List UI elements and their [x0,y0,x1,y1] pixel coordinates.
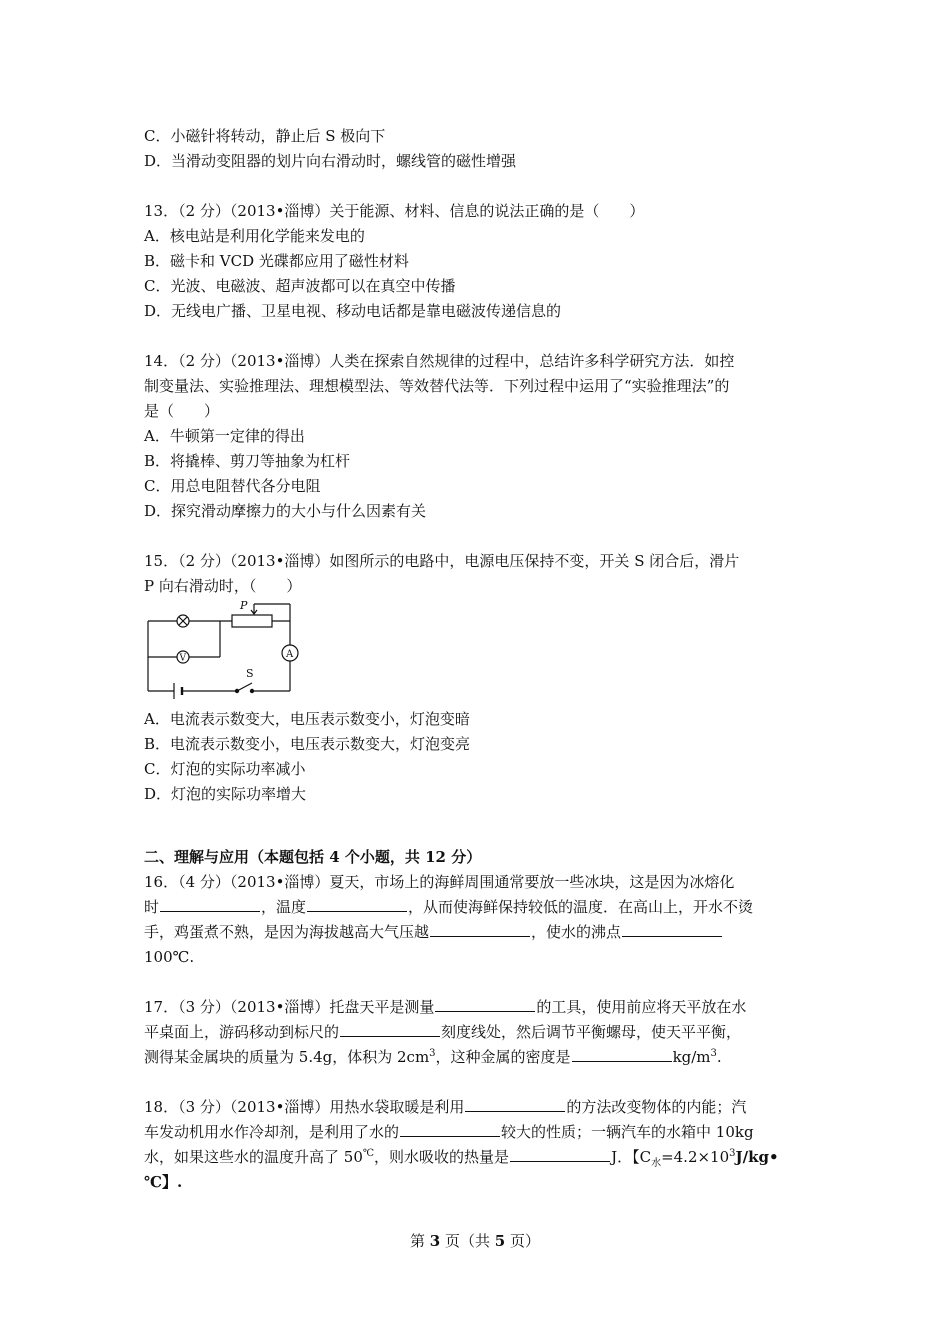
rheostat-icon [232,615,272,627]
q18-line1 [144,1095,824,1120]
q17-text: 刻度线处，然后调节平衡螺母，使天平平衡， [441,1023,742,1041]
slider-label: P [240,599,248,612]
q17-text: 测得某金属块的质量为 5.4g，体积为 2cm [144,1048,430,1066]
q17-line2 [144,1020,824,1045]
q16-line2 [144,895,824,920]
q14-option-b: B．将撬棒、剪刀等抽象为杠杆 [144,452,351,470]
q14-option-c: C．用总电阻替代各分电阻 [144,477,321,495]
q18-text: 18．（3 分）（2013•淄博）用热水袋取暖是利用 [144,1098,465,1116]
answer-blank[interactable] [340,1020,440,1037]
q13-option-b: B．磁卡和 VCD 光碟都应用了磁性材料 [144,252,409,270]
q17-line3 [144,1045,824,1070]
q18-text: ，则水吸收的热量是 [374,1148,510,1166]
q16-text: ，温度 [261,898,307,916]
q16-text: 手，鸡蛋煮不熟，是因为海拔越高大气压越 [144,923,430,941]
q17-text: 的工具，使用前应将天平放在水 [536,998,747,1016]
switch-contact [250,689,253,692]
q17-line1 [144,995,824,1020]
page-number: 3 [429,1232,441,1250]
answer-blank[interactable] [465,1095,565,1112]
q17-text: 17．（3 分）（2013•淄博）托盘天平是测量 [144,998,435,1016]
q14-stem-line1: 14．（2 分）（2013•淄博）人类在探索自然规律的过程中，总结许多科学研究方法．如控 [144,352,735,370]
circuit-diagram [144,599,324,699]
q15-option-a: A．电流表示数变大，电压表示数变小，灯泡变暗 [144,710,470,728]
footer-text: 页（共 [440,1232,495,1250]
answer-blank[interactable] [307,895,407,912]
q18-text: 较大的性质；一辆汽车的水箱中 10kg [501,1123,754,1141]
q16-text: ，使水的沸点 [531,923,622,941]
footer-text: 第 [410,1232,430,1250]
q14-stem-line3: 是（ ） [144,402,220,420]
q15-option-c: C．灯泡的实际功率减小 [144,760,306,778]
q17-superscript: 3 [429,1048,436,1059]
switch-lever [237,683,252,691]
q17-text: ，这种金属的密度是 [435,1048,571,1066]
answer-blank[interactable] [572,1045,672,1062]
q15-stem-line1: 15．（2 分）（2013•淄博）如图所示的电路中，电源电压保持不变，开关 S 闭合后，滑片 [144,552,740,570]
q18-text: 的方法改变物体的内能；汽 [566,1098,747,1116]
answer-blank[interactable] [510,1145,610,1162]
q15-option-b: B．电流表示数变小，电压表示数变大，灯泡变亮 [144,735,471,753]
q12-option-c: C．小磁针将转动，静止后 S 极向下 [144,127,386,145]
q14-stem-line2: 制变量法、实验推理法、理想模型法、等效替代法等．下列过程中运用了“实验推理法”的 [144,377,730,395]
section-title: 二、理解与应用（本题包括 4 个小题，共 12 分） [144,848,482,866]
q18-text: 水，如果这些水的温度升高了 50 [144,1148,363,1166]
q17-superscript: 3 [710,1048,717,1059]
q18-text: 车发动机用水作冷却剂，是利用了水的 [144,1123,400,1141]
q16-text: 时 [144,898,160,916]
q15-option-d: D．灯泡的实际功率增大 [144,785,307,803]
q18-line4: ℃】. [144,1173,183,1191]
footer-text: 页） [505,1232,540,1250]
q16-line1: 16．（4 分）（2013•淄博）夏天，市场上的海鲜周围通常要放一些冰块，这是因为冰熔化 [144,873,735,891]
answer-blank[interactable] [622,920,722,937]
q14-option-a: A．牛顿第一定律的得出 [144,427,305,445]
q15-stem-line2: P 向右滑动时，（ ） [144,577,302,595]
answer-blank[interactable] [435,995,535,1012]
answer-blank[interactable] [430,920,530,937]
q18-subscript: 水 [651,1158,662,1169]
q18-superscript: 3 [729,1148,736,1159]
answer-blank[interactable] [160,895,260,912]
switch-label: S [246,667,254,680]
q13-option-c: C．光波、电磁波、超声波都可以在真空中传播 [144,277,456,295]
q14-option-d: D．探究滑动摩擦力的大小与什么因素有关 [144,502,427,520]
voltmeter-label: V [179,653,186,664]
page-footer [0,1231,950,1251]
q17-text: 平桌面上，游码移动到标尺的 [144,1023,340,1041]
q18-text: J/kg• [735,1148,779,1166]
q16-line3 [144,920,824,945]
q17-unit: kg/m [672,1048,711,1066]
q16-text: ，从而使海鲜保持较低的温度．在高山上，开水不烫 [408,898,754,916]
q18-superscript: ℃ [362,1148,375,1159]
q18-text: J．【C [611,1148,652,1166]
ammeter-label: A [286,649,294,660]
exam-page [144,124,824,1195]
q17-text: . [716,1048,722,1066]
q13-option-d: D．无线电广播、卫星电视、移动电话都是靠电磁波传递信息的 [144,302,562,320]
q18-line3 [144,1145,824,1170]
q12-option-d: D．当滑动变阻器的划片向右滑动时，螺线管的磁性增强 [144,152,517,170]
q13-option-a: A．核电站是利用化学能来发电的 [144,227,365,245]
q16-line4: 100℃. [144,948,195,966]
q18-line2 [144,1120,824,1145]
q18-text: =4.2×10 [661,1148,730,1166]
page-total: 5 [494,1232,506,1250]
q13-stem: 13．（2 分）（2013•淄博）关于能源、材料、信息的说法正确的是（ ） [144,202,645,220]
answer-blank[interactable] [400,1120,500,1137]
